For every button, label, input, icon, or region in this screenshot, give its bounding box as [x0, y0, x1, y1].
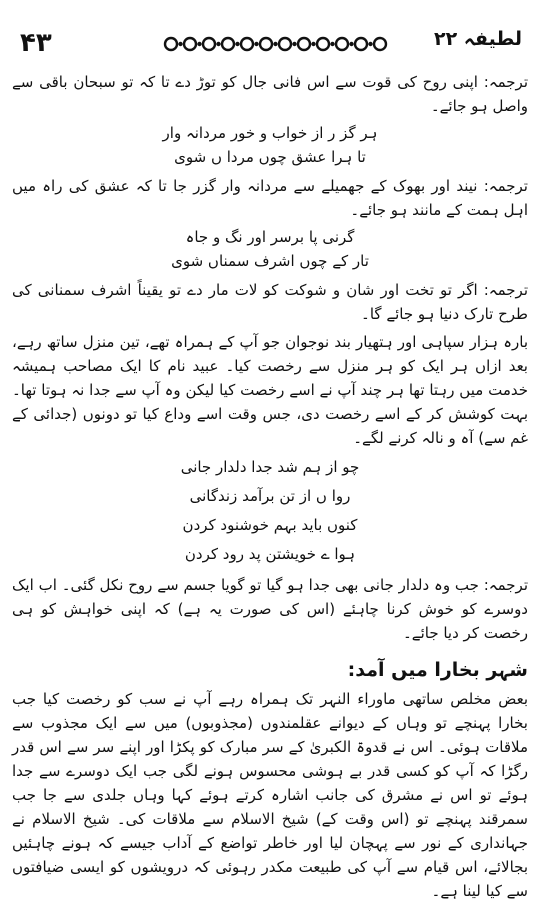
verse-line: روا ں از تن برآمد زندگانی: [189, 487, 351, 505]
body-paragraph: بارہ ہزار سپاہی اور ہتھیار بند نوجوان جو آپ کے ہمراہ تھے، تین منزل ساتھ رہے، بعد ازاں ہر ایک کو ہر منزل سے رخصت کیا۔ عبید نام کا ایک مصاحب ہمیشہ خدمت میں رہتا تھا ہر چند آپ نے اسے رخصت کیا لیکن وہ آپ سے جدا نہ ہوتا تھا۔ بہت کوشش کر کے اسے رخصت دی، جس وقت اسے وداع کیا تو دونوں (جدائی کے غم سے) آہ و نالہ کرنے لگے۔: [12, 333, 528, 447]
translation-paragraph: ترجمہ: اپنی روح کی قوت سے اس فانی جال کو توڑ دے تا کہ تو سبحان باقی سے واصل ہو جائے۔: [12, 73, 528, 115]
section-heading: شہر بخارا میں آمد:: [347, 659, 528, 681]
chapter-title: لطیفہ ۲۲: [433, 28, 522, 50]
verse-line: کنوں باید بہم خوشنود کردن: [182, 516, 358, 534]
verse-line: ہوا ے خویشتن پد رود کردن: [184, 545, 356, 563]
translation-paragraph: ترجمہ: جب وہ دلدار جانی بھی جدا ہو گیا تو گویا جسم سے روح نکل گئی۔ اب ایک دوسرے کو خوش کرنا چاہئے (اس کی صورت یہ ہے) کہ اپنی خواہش کو ہی رخصت کر دیا جائے۔: [12, 576, 528, 642]
persian-verse: [12, 122, 528, 169]
body-paragraph: بعض مخلص ساتھی ماوراء النہر تک ہمراہ رہے آپ نے سب کو رخصت کیا جب بخارا پہنچے تو وہاں کے دیوانے عقلمندوں (مجذوبوں) میں سے ایک مجذوب سے ملاقات ہوئی۔ اس نے قدوۃ الکبریٰ کے سر مبارک کو پکڑا اور اپنے سر سے اس قدر رگڑا کہ آپ کو کسی قدر بے ہوشی محسوس ہونے لگی جب ایک دوسرے سے جدا ہوئے تو اس نے مشرق کی جانب اشارہ کرتے ہوئے کہا وہاں جلدی سے جا جب سمرقند پہنچے تو (اس وقت کے) شیخ الاسلام سے ملاقات کی۔ شیخ الاسلام نے جہانداری کے نور سے پہچان لیا اور خاطر تواضع کے آداب جیسے کہ ہونے چاہئیں بجالائے، اس قیام سے آپ کی طبیعت مکدر رہوئی کہ درویشوں کو ایسی ضیافتوں سے کیا لینا ہے۔: [12, 690, 528, 900]
persian-verse: [12, 226, 528, 273]
verse-line: چو از ہم شد جدا دلدار جانی: [180, 458, 360, 476]
verse-line: تا ہرا عشق چوں مردا ں شوی: [174, 148, 366, 166]
page-body: [12, 70, 528, 903]
verse-line: ہر گز ر از خواب و خور مردانہ وار: [162, 124, 378, 142]
verse-line: تار کے چوں اشرف سمناں شوی: [171, 252, 369, 270]
translation-paragraph: ترجمہ: اگر تو تخت اور شان و شوکت کو لات مار دے تو یقیناً اشرف سمنانی کی طرح تارک دنیا ہو جائے گا۔: [12, 281, 528, 323]
persian-verse: [12, 453, 528, 568]
translation-paragraph: ترجمہ: نیند اور بھوک کے جھمیلے سے مردانہ وار گزر جا تا کہ عشق کی راہ میں اہل ہمت کے مانند ہو جائے۔: [12, 177, 528, 219]
verse-line: گرنی پا برسر اور نگ و جاہ: [185, 228, 355, 246]
page-header: [12, 28, 528, 62]
page-number: ۴۳: [20, 28, 52, 58]
decorative-chain-ornament: [162, 34, 398, 54]
